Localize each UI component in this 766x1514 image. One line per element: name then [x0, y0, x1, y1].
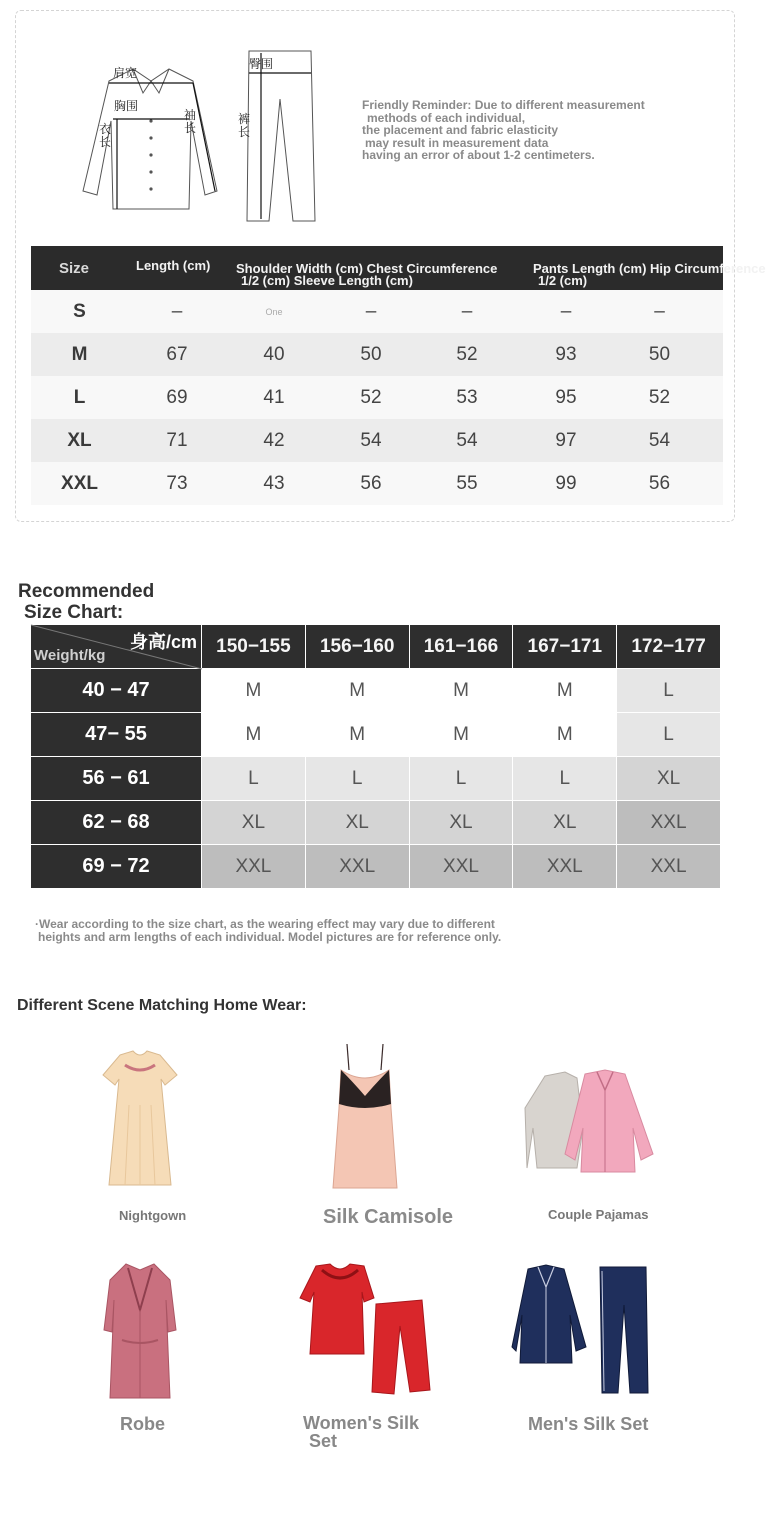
header-shoulder-chest: Shoulder Width (cm) Chest Circumference [236, 261, 498, 276]
table-row [31, 376, 723, 419]
size-cell: L [617, 669, 721, 713]
header-size: Size [59, 260, 90, 277]
camisole-item [325, 1042, 405, 1192]
size-cell: XL [202, 801, 306, 845]
table-row [31, 333, 723, 376]
recommended-title-line1: Recommended [18, 581, 155, 602]
recommended-title [18, 581, 154, 623]
corner-weight-label: Weight/kg [34, 647, 106, 664]
size-cell: M [409, 713, 513, 757]
mens-silk-set-icon [512, 1265, 652, 1397]
value-cell: 97 [555, 429, 577, 451]
nightgown-item [95, 1045, 185, 1195]
womens-silk-set-label [303, 1414, 419, 1450]
womens-silk-set-label-line1: Women's Silk [303, 1413, 419, 1433]
mens-silk-set-item [512, 1265, 652, 1397]
measurement-section [15, 10, 766, 522]
value-cell: 52 [456, 343, 478, 365]
size-cell: XL [67, 429, 92, 451]
value-cell: 54 [360, 429, 382, 451]
diagram-label-shoulder: 肩宽 [113, 66, 138, 80]
diagram-label-pants-length: 裤长 [238, 112, 251, 139]
size-cell: XXL [305, 845, 409, 889]
reminder-line: may result in measurement data [365, 135, 549, 150]
womens-silk-set-label-line2: Set [309, 1431, 338, 1451]
value-cell: – [654, 300, 665, 322]
height-header: 161−166 [409, 625, 513, 669]
height-header: 156−160 [305, 625, 409, 669]
size-cell: M [202, 669, 306, 713]
table-row [31, 845, 721, 889]
height-header: 167−171 [513, 625, 617, 669]
recommended-title-line2: Size Chart: [24, 602, 124, 623]
height-header: 172−177 [617, 625, 721, 669]
value-cell: 73 [166, 472, 188, 494]
size-cell: M [305, 669, 409, 713]
value-cell: 99 [555, 472, 577, 494]
value-cell: 56 [648, 472, 671, 494]
value-cell: 93 [555, 343, 577, 365]
weight-cell: 40 − 47 [31, 669, 202, 713]
table-row [31, 669, 721, 713]
reminder-line: the placement and fabric elasticity [362, 123, 559, 137]
weight-cell: 47− 55 [31, 713, 202, 757]
value-cell: 40 [263, 343, 285, 365]
value-cell: 42 [263, 429, 285, 451]
size-cell: XXL [617, 801, 721, 845]
recommended-size-table [30, 624, 721, 889]
table-row [31, 419, 723, 462]
value-cell: 69 [166, 386, 188, 408]
header-pants-hip: Pants Length (cm) Hip Circumference [533, 261, 766, 276]
header-pants-hip-line2: 1/2 (cm) [538, 273, 588, 288]
value-cell: 71 [166, 429, 188, 451]
wear-note-line2: heights and arm lengths of each individual. Model pictures are for reference only. [38, 929, 502, 944]
size-cell: XXL [61, 472, 98, 494]
table-corner [31, 625, 202, 669]
size-cell: M [513, 669, 617, 713]
diagram-label-chest: 胸围 [114, 99, 139, 113]
size-cell: XL [513, 801, 617, 845]
value-cell: 50 [648, 343, 671, 365]
size-cell: L [409, 757, 513, 801]
value-cell: 52 [648, 386, 671, 408]
height-header: 150−155 [202, 625, 306, 669]
robe-label: Robe [120, 1414, 165, 1434]
nightgown-label: Nightgown [119, 1208, 187, 1223]
scene-title: Different Scene Matching Home Wear: [17, 997, 307, 1014]
value-cell: 95 [555, 386, 577, 408]
nightgown-icon [95, 1045, 185, 1195]
size-cell: L [617, 713, 721, 757]
value-cell: 54 [648, 429, 671, 451]
table-row [31, 801, 721, 845]
size-cell: M [202, 713, 306, 757]
size-cell: XXL [409, 845, 513, 889]
diagram-label-sleeve: 袖长 [184, 108, 197, 135]
table-row [31, 462, 723, 505]
robe-item [100, 1260, 180, 1402]
wear-note-line1: ·Wear according to the size chart, as the wearing effect may vary due to different [35, 917, 495, 931]
value-cell: – [365, 300, 377, 322]
size-cell: S [73, 300, 86, 322]
weight-cell: 69 − 72 [31, 845, 202, 889]
size-cell: XL [617, 757, 721, 801]
measurement-table-header [31, 246, 766, 290]
size-cell: L [202, 757, 306, 801]
size-cell: XXL [513, 845, 617, 889]
header-length: Length (cm) [136, 258, 211, 273]
value-cell: One [265, 306, 283, 317]
value-cell: 67 [166, 343, 188, 365]
mens-silk-set-label: Men's Silk Set [528, 1414, 649, 1434]
value-cell: 53 [456, 386, 478, 408]
friendly-reminder [362, 99, 722, 162]
weight-cell: 56 − 61 [31, 757, 202, 801]
measurement-table [31, 246, 766, 505]
table-row [31, 290, 723, 333]
size-cell: M [513, 713, 617, 757]
size-cell: M [305, 713, 409, 757]
table-row [31, 757, 721, 801]
couple-pajamas-label: Couple Pajamas [548, 1207, 649, 1222]
corner-height-label: 身高/cm [129, 632, 197, 652]
value-cell: 43 [263, 472, 285, 494]
pants-outline-icon [247, 51, 315, 221]
reminder-line: having an error of about 1-2 centimeters. [362, 148, 595, 162]
robe-icon [100, 1260, 180, 1402]
size-cell: L [305, 757, 409, 801]
table-row [31, 713, 721, 757]
size-cell: M [71, 343, 88, 365]
height-header-row [31, 625, 721, 669]
value-cell: 41 [263, 386, 285, 408]
value-cell: 56 [360, 472, 382, 494]
womens-silk-set-item [300, 1262, 432, 1396]
value-cell: 55 [456, 472, 478, 494]
size-cell: M [409, 669, 513, 713]
size-cell: XL [305, 801, 409, 845]
wear-note [35, 918, 501, 943]
camisole-icon [325, 1042, 405, 1192]
weight-cell: 62 − 68 [31, 801, 202, 845]
value-cell: – [560, 300, 572, 322]
couple-pajamas-icon [525, 1068, 660, 1178]
size-cell: XL [409, 801, 513, 845]
womens-silk-set-icon [300, 1262, 432, 1396]
value-cell: – [171, 300, 183, 322]
reminder-line: Friendly Reminder: Due to different measurement [362, 98, 645, 112]
camisole-label: Silk Camisole [323, 1206, 454, 1228]
value-cell: 54 [456, 429, 478, 451]
diagram-label-length: 衣长 [99, 122, 112, 149]
size-cell: L [73, 386, 86, 408]
size-cell: XXL [617, 845, 721, 889]
header-shoulder-chest-line2: 1/2 (cm) Sleeve Length (cm) [241, 273, 413, 288]
couple-pajamas-item [525, 1068, 660, 1178]
size-cell: XXL [202, 845, 306, 889]
diagram-label-hip: 臀围 [249, 57, 274, 71]
value-cell: – [461, 300, 473, 322]
reminder-line: methods of each individual, [367, 110, 526, 125]
value-cell: 50 [360, 343, 382, 365]
value-cell: 52 [360, 386, 382, 408]
size-cell: L [513, 757, 617, 801]
